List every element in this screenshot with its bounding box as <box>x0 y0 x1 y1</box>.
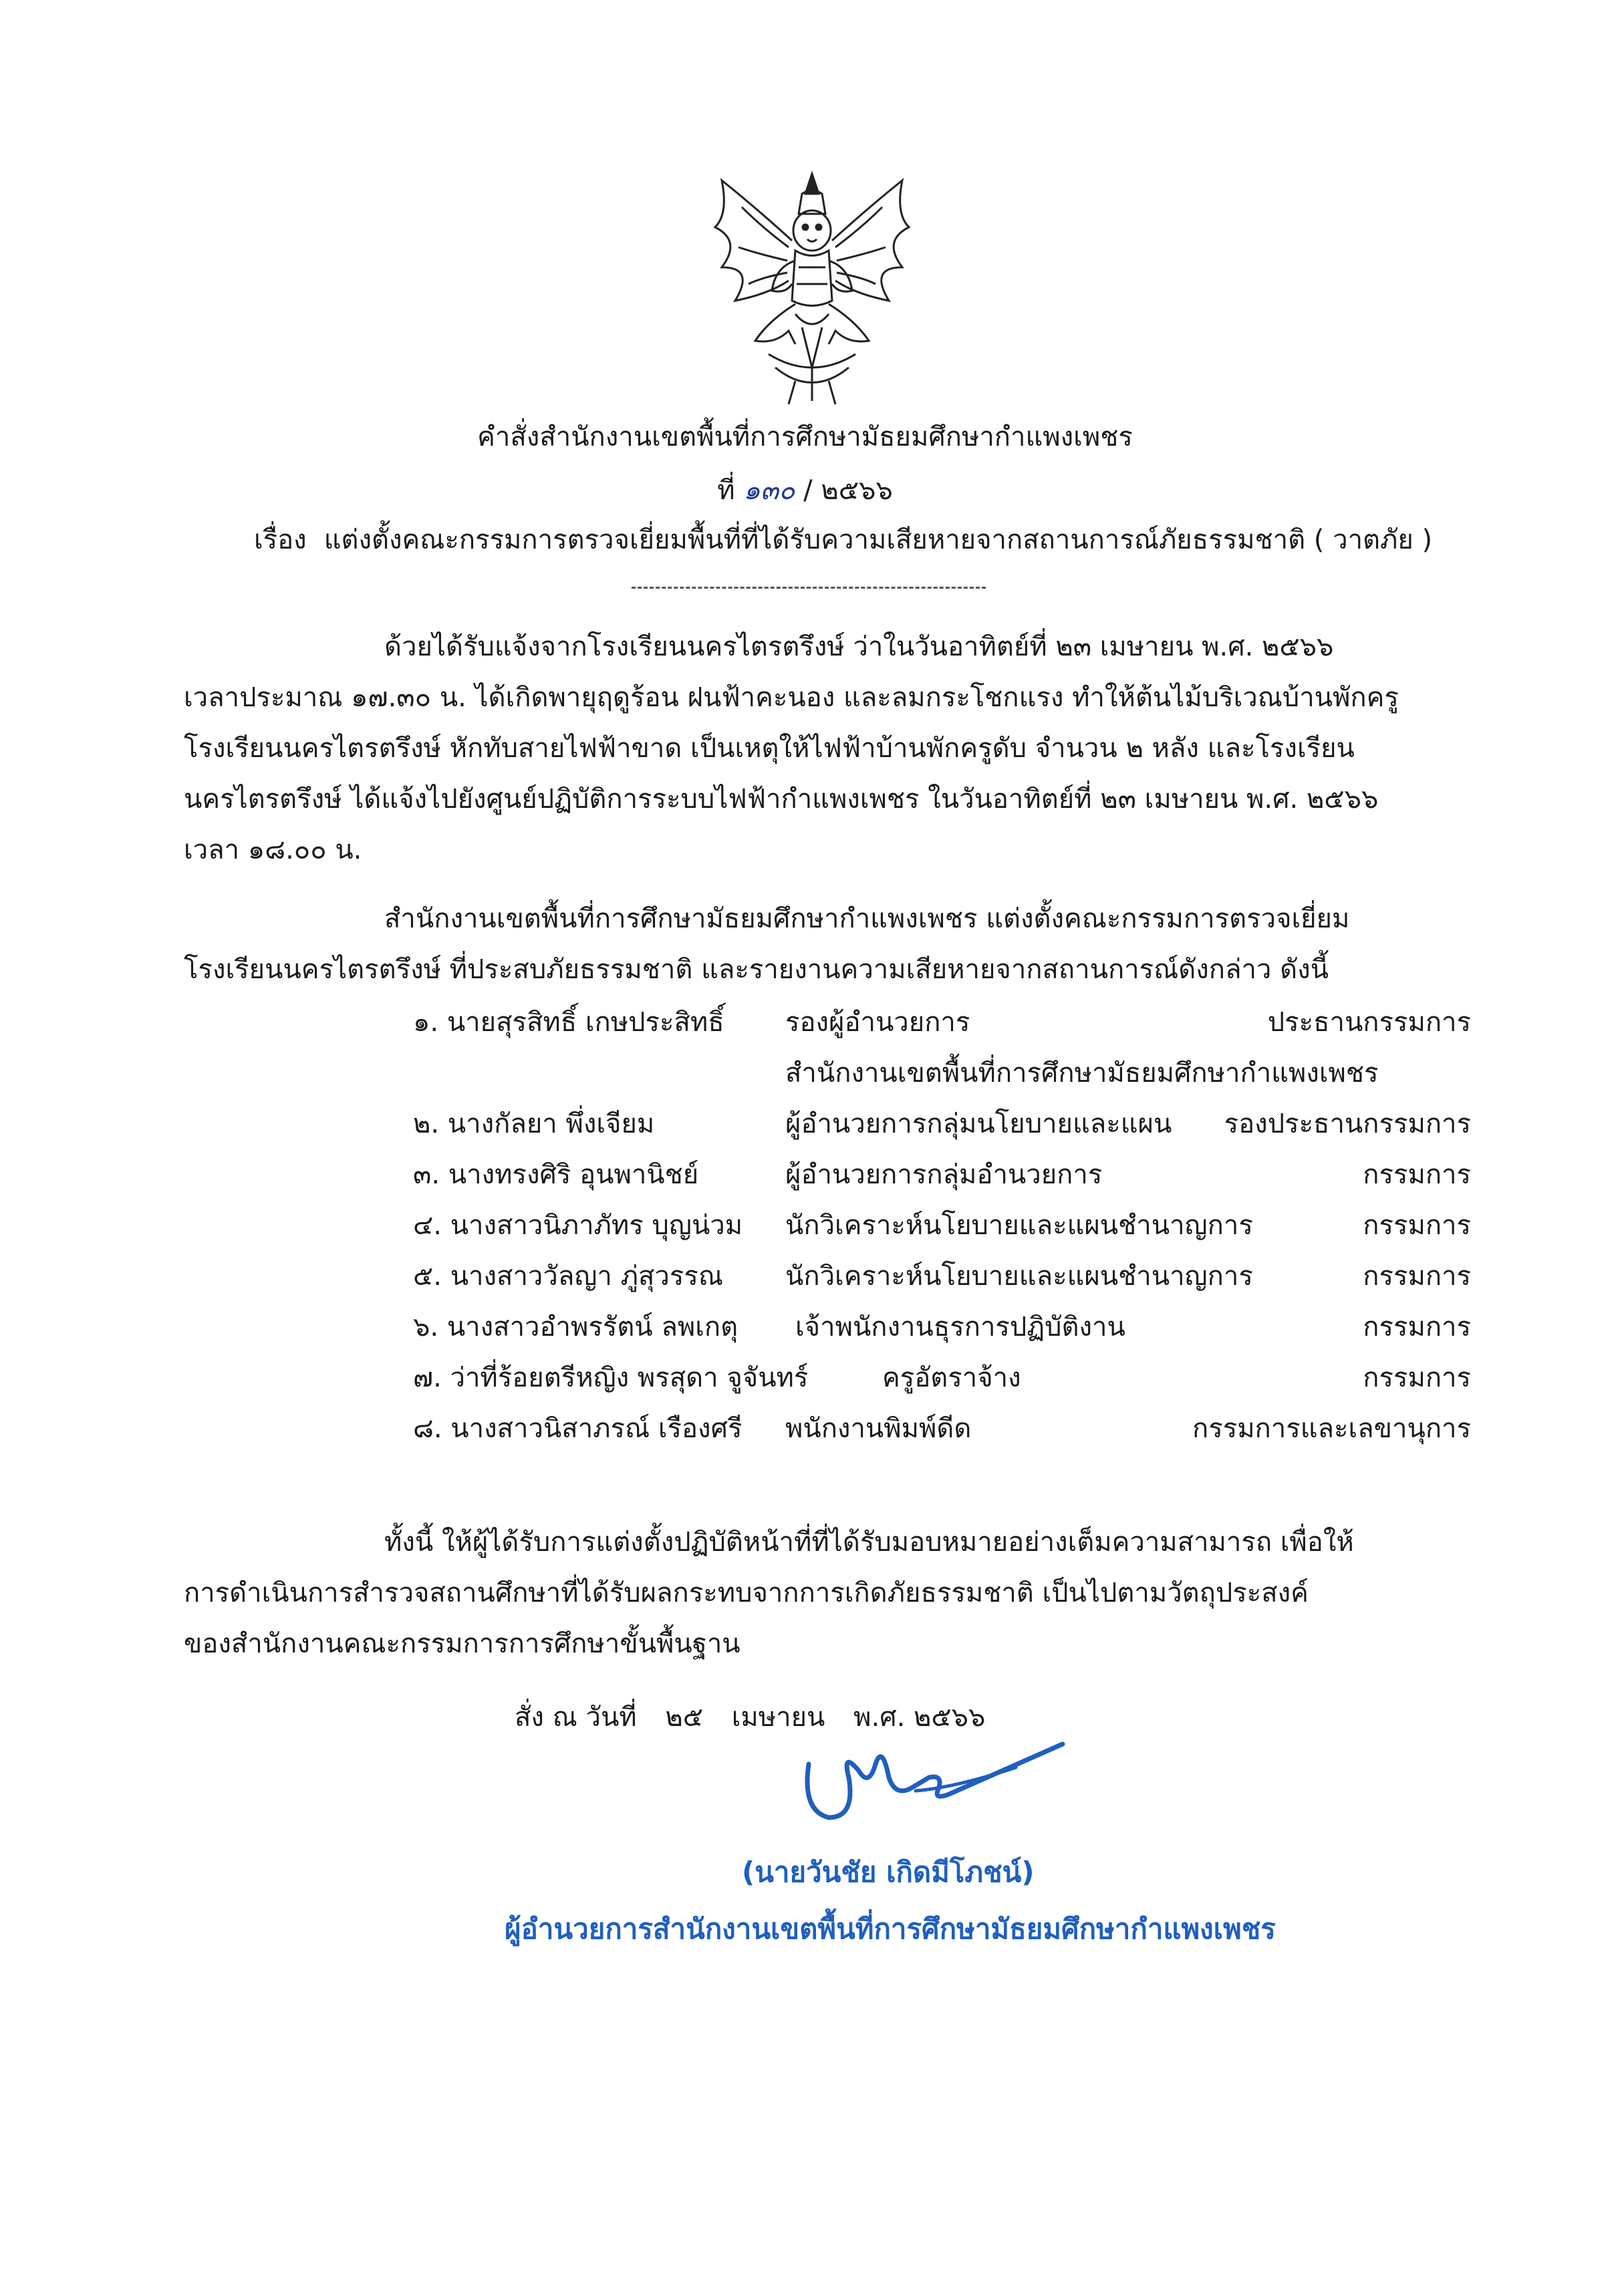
paragraph-1-line: นครไตรตรึงษ์ ได้แจ้งไปยังศูนย์ปฏิบัติการระบบไฟฟ้ากำแพงเพชร ในวันอาทิตย์ที่ ๒๓ เมษายน พ.ศ. ๒๕๖๖ <box>184 784 1379 815</box>
paragraph-1-line: ด้วยได้รับแจ้งจากโรงเรียนนครไตรตรึงษ์ ว่าในวันอาทิตย์ที่ ๒๓ เมษายน พ.ศ. ๒๕๖๖ <box>384 631 1334 662</box>
committee-member <box>0 1352 1610 1403</box>
paragraph-2-line: โรงเรียนนครไตรตรึงษ์ ที่ประสบภัยธรรมชาติ และรายงานความเสียหายจากสถานการณ์ดังกล่าว ดังนี้ <box>184 954 1329 985</box>
member-name: ๗. ว่าที่ร้อยตรีหญิง พรสุดา จูจันทร์ <box>413 1362 809 1393</box>
committee-member <box>0 1200 1610 1251</box>
member-role: กรรมการและเลขานุการ <box>1192 1413 1471 1444</box>
committee-member <box>0 1403 1610 1454</box>
committee-member <box>0 1302 1610 1352</box>
member-role: รองประธานกรรมการ <box>1224 1109 1471 1139</box>
garuda-emblem-icon <box>695 167 929 408</box>
paragraph-2-line: สำนักงานเขตพื้นที่การศึกษามัธยมศึกษากำแพงเพชร แต่งตั้งคณะกรรมการตรวจเยี่ยม <box>384 903 1350 934</box>
member-position: ผู้อำนวยการกลุ่มนโยบายและแผน <box>785 1109 1172 1139</box>
subject-text: แต่งตั้งคณะกรรมการตรวจเยี่ยมพื้นที่ที่ได้รับความเสียหายจากสถานการณ์ภัยธรรมชาติ ( วาตภัย ) <box>323 525 1433 555</box>
paragraph-3-line: ทั้งนี้ ให้ผู้ได้รับการแต่งตั้งปฏิบัติหน้าที่ที่ได้รับมอบหมายอย่างเต็มความสามารถ เพื่อให้ <box>384 1527 1354 1558</box>
member-position: ผู้อำนวยการกลุ่มอำนวยการ <box>785 1159 1103 1190</box>
member-position: เจ้าพนักงานธุรการปฏิบัติงาน <box>795 1312 1125 1342</box>
signer-position: ผู้อำนวยการสำนักงานเขตพื้นที่การศึกษามัธยมศึกษากำแพงเพชร <box>505 1912 1276 1945</box>
member-position: นักวิเคราะห์นโยบายและแผนชำนาญการ <box>785 1210 1253 1241</box>
member-position-continued: สำนักงานเขตพื้นที่การศึกษามัธยมศึกษากำแพงเพชร <box>785 1058 1379 1089</box>
order-prefix: ที่ <box>717 475 735 506</box>
paragraph-1-line: เวลา ๑๘.๐๐ น. <box>184 835 362 865</box>
divider-rule <box>632 587 986 589</box>
order-year: / ๒๕๖๖ <box>803 475 893 506</box>
member-role: ประธานกรรมการ <box>1267 1007 1471 1038</box>
subject-label: เรื่อง <box>254 525 307 555</box>
committee-member <box>0 1251 1610 1302</box>
member-name: ๘. นางสาวนิสาภรณ์ เรืองศรี <box>413 1413 743 1444</box>
member-role: กรรมการ <box>1363 1362 1471 1393</box>
member-position: ครูอัตราจ้าง <box>882 1362 1021 1393</box>
paragraph-3-line: ของสำนักงานคณะกรรมการการศึกษาขั้นพื้นฐาน <box>184 1628 741 1659</box>
order-number-handwritten: ๑๓๐ <box>743 475 795 506</box>
member-name: ๑. นายสุรสิทธิ์ เกษประสิทธิ์ <box>413 1007 724 1038</box>
member-name: ๖. นางสาวอำพรรัตน์ ลพเกตุ <box>413 1312 739 1342</box>
order-day: ๒๕ <box>665 1702 704 1733</box>
member-position: พนักงานพิมพ์ดีด <box>785 1413 972 1444</box>
paragraph-1-line: เวลาประมาณ ๑๗.๓๐ น. ได้เกิดพายุฤดูร้อน ฝนฟ้าคะนอง และลมกระโชกแรง ทำให้ต้นไม้บริเวณบ้านพักครู <box>184 682 1399 713</box>
member-name: ๒. นางกัลยา พึ่งเจียม <box>413 1109 655 1139</box>
paragraph-1-line: โรงเรียนนครไตรตรึงษ์ หักทับสายไฟฟ้าขาด เป็นเหตุให้ไฟฟ้าบ้านพักครูดับ จำนวน ๒ หลัง และโรงเรียน <box>184 733 1355 764</box>
member-name: ๓. นางทรงศิริ อุนพานิชย์ <box>413 1159 699 1190</box>
order-title: คำสั่งสำนักงานเขตพื้นที่การศึกษามัธยมศึกษากำแพงเพชร <box>477 422 1133 452</box>
member-name: ๔. นางสาวนิภาภัทร บุญน่วม <box>413 1210 743 1241</box>
member-role: กรรมการ <box>1363 1312 1471 1342</box>
member-position: นักวิเคราะห์นโยบายและแผนชำนาญการ <box>785 1261 1253 1292</box>
ordered-label: สั่ง ณ วันที่ <box>515 1702 637 1733</box>
order-number-line <box>0 470 1610 511</box>
committee-member <box>0 997 1610 1048</box>
member-role: กรรมการ <box>1363 1159 1471 1190</box>
paragraph-3-line: การดำเนินการสำรวจสถานศึกษาที่ได้รับผลกระทบจากการเกิดภัยธรรมชาติ เป็นไปตามวัตถุประสงค์ <box>184 1578 1309 1608</box>
member-role: กรรมการ <box>1363 1261 1471 1292</box>
order-year-date: พ.ศ. ๒๕๖๖ <box>853 1702 986 1733</box>
signer-name: (นายวันชัย เกิดมีโภชน์) <box>742 1856 1035 1888</box>
committee-member <box>0 1099 1610 1149</box>
committee-member <box>0 1149 1610 1200</box>
subject-line <box>254 520 1432 560</box>
member-role: กรรมการ <box>1363 1210 1471 1241</box>
member-name: ๕. นางสาววัลญา ภู่สุวรรณ <box>413 1261 723 1292</box>
handwritten-signature-icon <box>795 1724 1076 1831</box>
member-position: รองผู้อำนวยการ <box>785 1007 970 1038</box>
order-month: เมษายน <box>731 1702 825 1733</box>
